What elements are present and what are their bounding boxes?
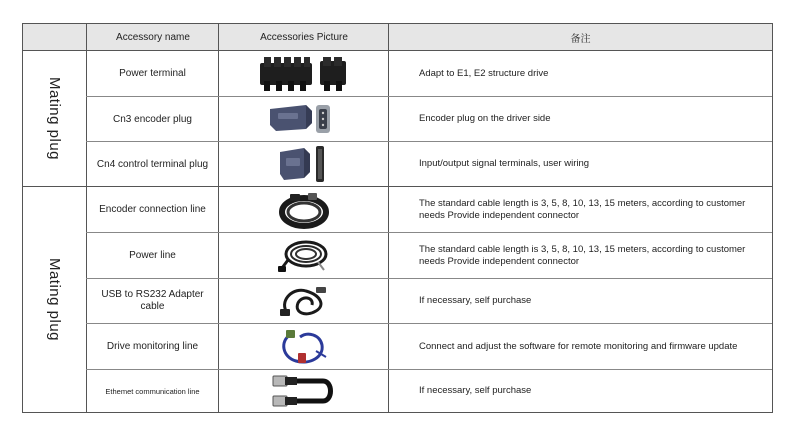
accessory-name: Power line — [129, 250, 176, 261]
accessory-picture — [219, 370, 388, 412]
header-accessory-name: Accessory name — [116, 31, 190, 43]
accessory-remark: Input/output signal terminals, user wiring — [419, 158, 590, 169]
usb-cable-icon — [276, 281, 332, 321]
accessory-name: Drive monitoring line — [106, 341, 199, 352]
header-remarks: 备注 — [570, 33, 591, 45]
accessory-remark: Connect and adjust the software for remote monitoring and firmware update — [419, 340, 738, 352]
accessory-name: Power terminal — [119, 68, 186, 79]
group-label-text: Mating plug — [46, 257, 64, 342]
accessory-name: Ethemet communication line — [105, 386, 200, 396]
group-label — [23, 187, 87, 412]
db-connector-icon — [266, 101, 342, 137]
group-label — [23, 51, 87, 186]
header-col-group — [23, 24, 87, 50]
header-accessories-picture: Accessories Picture — [260, 31, 348, 43]
group-label-text: Mating plug — [46, 76, 64, 161]
accessory-picture — [219, 142, 388, 186]
accessory-picture — [219, 233, 388, 278]
accessory-remark: Encoder plug on the driver side — [419, 113, 551, 124]
ethernet-cable-icon — [269, 373, 339, 409]
monitoring-cable-icon — [276, 327, 332, 367]
accessory-picture — [219, 97, 388, 141]
accessory-name: USB to RS232 Adapter cable — [101, 289, 204, 312]
cable-coil-icon — [276, 190, 332, 230]
accessory-picture — [219, 51, 388, 96]
accessory-remark: The standard cable length is 3, 5, 8, 10, 13, 15 meters, according to customer needs Provide independent connector — [419, 243, 746, 267]
accessory-remark: If necessary, self purchase — [419, 295, 532, 306]
accessory-name: Encoder connection line — [99, 204, 206, 215]
accessory-table — [22, 23, 773, 413]
control-plug-icon — [274, 144, 334, 184]
accessory-picture — [219, 279, 388, 323]
accessory-picture — [219, 324, 388, 369]
power-cable-icon — [276, 236, 332, 276]
accessory-name: Cn4 control terminal plug — [96, 158, 209, 170]
accessory-name: Cn3 encoder plug — [113, 113, 192, 125]
accessory-picture — [219, 187, 388, 232]
accessory-remark: If necessary, self purchase — [419, 385, 532, 396]
accessory-remark: The standard cable length is 3, 5, 8, 10, 13, 15 meters, according to customer needs Provide independent connector — [419, 197, 746, 221]
power-terminal-icon — [256, 55, 352, 93]
accessory-remark: Adapt to E1, E2 structure drive — [419, 67, 549, 79]
